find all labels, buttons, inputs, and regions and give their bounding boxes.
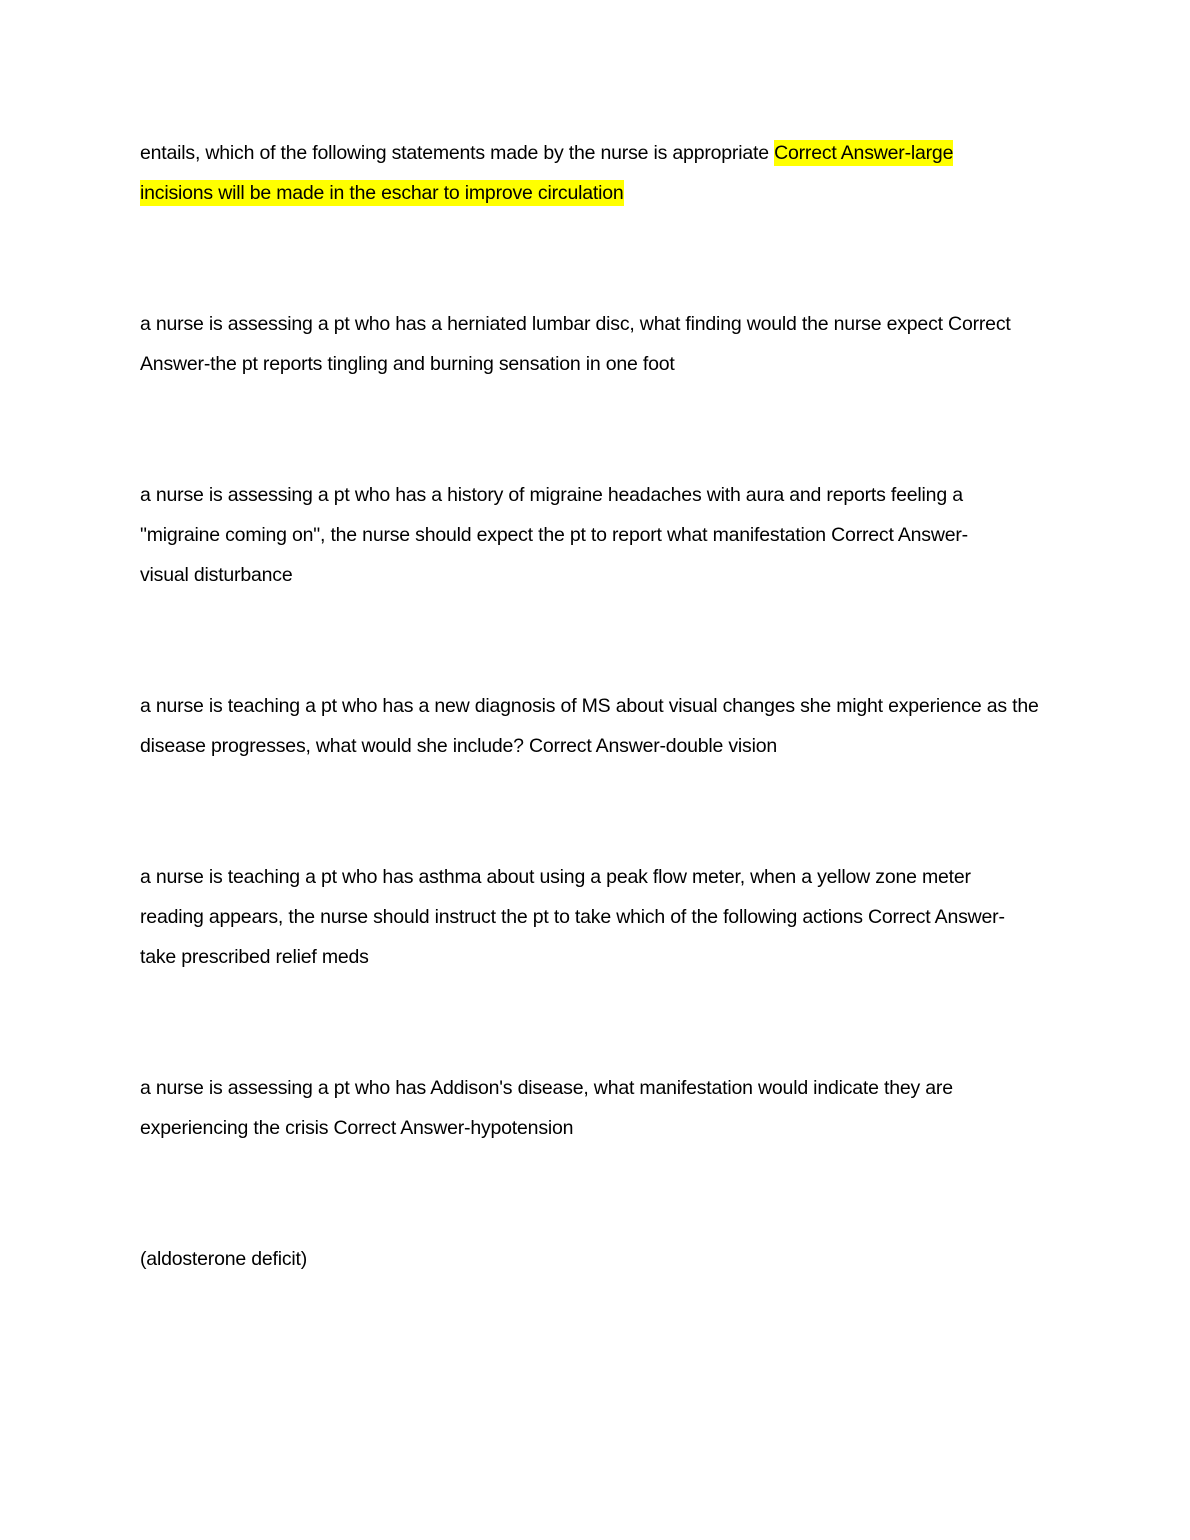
text-line — [140, 897, 1050, 937]
paragraph — [140, 857, 1050, 977]
text-line — [140, 726, 1050, 766]
paragraph-text: visual disturbance — [140, 564, 293, 586]
paragraph-text: (aldosterone deficit) — [140, 1248, 308, 1270]
text-line — [140, 1068, 1050, 1108]
text-line — [140, 475, 1050, 515]
paragraph-text: a nurse is assessing a pt who has a history of migraine headaches with aura and reports feeling a — [140, 484, 963, 506]
paragraph-text: disease progresses, what would she include? Correct Answer-double vision — [140, 735, 778, 757]
text-line — [140, 173, 1050, 213]
text-line — [140, 1239, 1050, 1279]
text-line — [140, 133, 1050, 173]
text-line — [140, 344, 1050, 384]
paragraph — [140, 475, 1050, 595]
paragraph-text: entails, which of the following statements made by the nurse is appropriate — [140, 142, 775, 164]
paragraph — [140, 1239, 1050, 1279]
text-line — [140, 937, 1050, 977]
paragraph — [140, 133, 1050, 213]
text-line — [140, 686, 1050, 726]
paragraph-text: "migraine coming on", the nurse should expect the pt to report what manifestation Correct Answer- — [140, 524, 968, 546]
text-line — [140, 555, 1050, 595]
text-line — [140, 304, 1050, 344]
paragraph-text: a nurse is assessing a pt who has Addison's disease, what manifestation would indicate they are — [140, 1077, 953, 1099]
paragraph — [140, 304, 1050, 384]
paragraph-text: experiencing the crisis Correct Answer-hypotension — [140, 1117, 574, 1139]
paragraph — [140, 1068, 1050, 1148]
text-line — [140, 515, 1050, 555]
paragraph-text: a nurse is teaching a pt who has a new diagnosis of MS about visual changes she might experience as the — [140, 695, 1039, 717]
text-line — [140, 1108, 1050, 1148]
paragraph-text: Answer-the pt reports tingling and burning sensation in one foot — [140, 353, 675, 375]
paragraph — [140, 686, 1050, 766]
highlighted-text: Correct Answer-large — [774, 142, 954, 164]
paragraph-text: reading appears, the nurse should instruct the pt to take which of the following actions Correct Answer- — [140, 906, 1005, 928]
paragraph-text: a nurse is assessing a pt who has a herniated lumbar disc, what finding would the nurse expect Correct — [140, 313, 1011, 335]
highlighted-text: incisions will be made in the eschar to improve circulation — [140, 182, 624, 204]
paragraph-text: a nurse is teaching a pt who has asthma about using a peak flow meter, when a yellow zone meter — [140, 866, 971, 888]
paragraph-text: take prescribed relief meds — [140, 946, 369, 968]
text-line — [140, 857, 1050, 897]
